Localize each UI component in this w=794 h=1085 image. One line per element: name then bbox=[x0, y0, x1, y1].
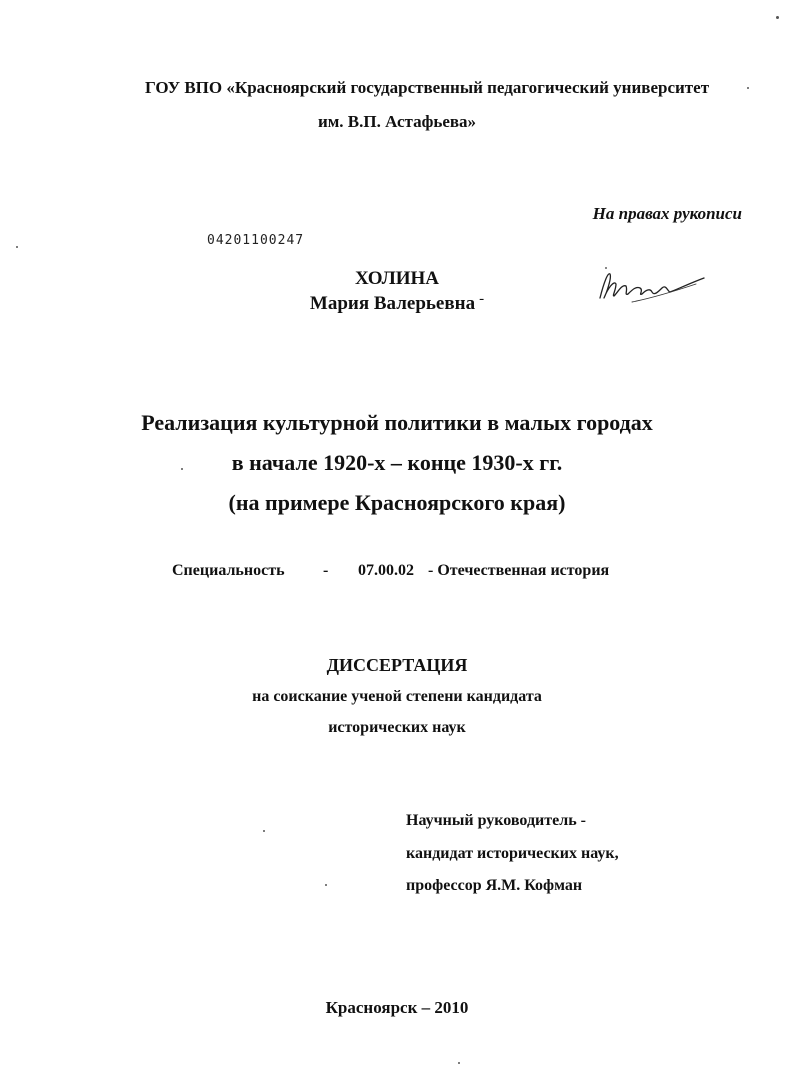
place-year: Красноярск – 2010 bbox=[325, 998, 469, 1017]
registration-code: 04201100247 bbox=[207, 233, 305, 248]
dissertation-heading: ДИССЕРТАЦИЯ bbox=[326, 655, 468, 675]
signature-stroke bbox=[600, 274, 704, 298]
title-line-3: (на примере Красноярского края) bbox=[228, 490, 566, 515]
specialty-name: - Отечественная история bbox=[428, 562, 610, 579]
author-given-names-text: Мария Валерьевна bbox=[309, 293, 476, 314]
scan-speck bbox=[263, 830, 265, 832]
scan-speck bbox=[16, 246, 18, 248]
title-line-1: Реализация культурной политики в малых городах bbox=[141, 410, 653, 435]
scan-speck bbox=[776, 16, 779, 19]
supervisor-line-3: профессор Я.М. Кофман bbox=[406, 877, 583, 894]
institution-line-2: им. В.П. Астафьева» bbox=[317, 112, 477, 131]
supervisor-line-2: кандидат исторических наук, bbox=[406, 845, 619, 862]
manuscript-note: На правах рукописи bbox=[592, 204, 742, 223]
signature bbox=[592, 262, 712, 312]
scan-speck bbox=[747, 87, 749, 89]
specialty-label: Специальность bbox=[172, 562, 285, 579]
scan-speck bbox=[458, 1062, 460, 1064]
specialty-code: 07.00.02 bbox=[358, 562, 414, 579]
title-line-2: в начале 1920-х – конце 1930-х гг. bbox=[231, 450, 563, 475]
author-surname: ХОЛИНА bbox=[354, 268, 440, 289]
dissertation-degree-line-1: на соискание ученой степени кандидата bbox=[252, 688, 542, 705]
dissertation-degree-line-2: исторических наук bbox=[328, 719, 466, 736]
signature-dot bbox=[605, 267, 607, 269]
scan-speck bbox=[325, 884, 327, 886]
supervisor-line-1: Научный руководитель - bbox=[406, 812, 586, 829]
scan-speck bbox=[181, 468, 183, 470]
author-dash: - bbox=[479, 291, 485, 307]
specialty-dash: - bbox=[323, 562, 329, 579]
institution-line-1: ГОУ ВПО «Красноярский государственный педагогический университет bbox=[144, 78, 710, 97]
